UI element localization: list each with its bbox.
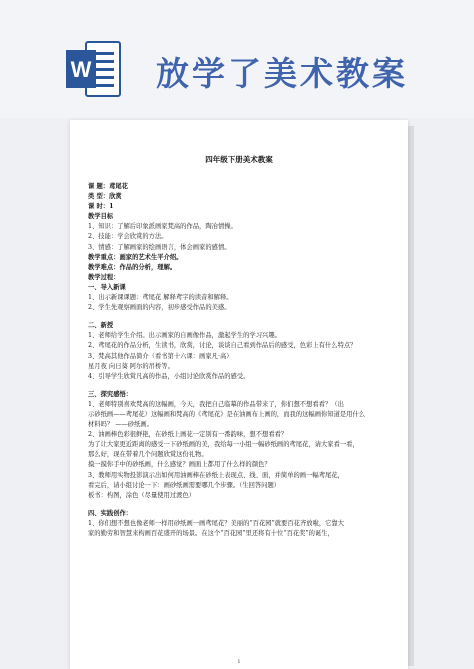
document-line: 2、油画棒色彩很鲜艳，在砂纸上画花一定别有一番韵味，想不想看看？ [88,431,288,439]
word-document-icon [66,40,122,98]
document-line: 为了让大家更近距离的感受一下砂纸画的美，我给每一小组一幅砂纸画的鸢尾花，请大家看一看， [88,441,359,449]
word-icon-letter: W [70,57,92,82]
document-line: 教学难点：作品的分析，理解。 [88,263,177,271]
document-line: 4、引导学生欣赏凡高的作品，小组讨论欣赏作品的感受。 [88,372,250,380]
document-line: 教学重点：画家的艺术生平介绍。 [88,253,183,261]
document-line: 材料吗？ ——砂纸画。 [88,421,153,429]
document-title: 四年级下册美术教案 [205,155,273,164]
document-line: 3、教师用实物投影演示出如何用油画棒在砂纸上表现点、线、面，并简单的画一幅鸢尾花， [88,471,344,479]
document-line: 1、老师特别喜欢梵高的这幅画，今天，我把自己临摹的作品带来了，你们想不想看看？（出 [88,400,344,408]
document-line: 2、技能：学会欣赏的方法。 [88,233,168,241]
document-line: 摸一摸你手中的砂纸画，什么感觉？画面上都用了什么样的颜色？ [88,461,271,469]
document-line: 三、探究感悟： [88,390,133,398]
document-line: 星月夜 向日葵 阿尔的吊桥等。 [88,362,174,370]
document-line: 1、老师给学生介绍。出示画家的自画像作品，激起学生的学习兴趣。 [88,332,281,340]
document-page [70,120,408,669]
document-line: 课 时：1 [88,203,114,211]
banner-title: 放学了美术教案 [156,54,408,93]
document-line: 3、梵高其他作品简介（看书第十六课：画家凡·高） [88,352,233,360]
document-line: 二、新授 [88,322,114,330]
document-line: 教学过程： [88,273,120,281]
document-line: 2、学生先观察画面的内容，初步感受作品的美感。 [88,304,231,312]
document-line: 类 型：欣赏 [88,193,122,201]
document-line: 一、导入新课 [88,283,126,291]
document-line: 示砂纸画——鸢尾花）这幅画和梵高的《鸢尾花》是在油画布上画的，而我的这幅画你知道是用什么 [88,410,366,418]
header-banner [0,0,474,118]
document-line: 板书：构图，涂色（尽量使用过渡色） [88,491,196,499]
document-line: 2、鸢尾花的作品分析，生读书，欣赏，讨论，谈谈自己看到作品后的感受，色彩上有什么特点？ [88,342,357,350]
document-line: 家的勤劳和智慧来构画百花盛开的场景。在这个“百花园”里还将有十位“百花奖”的诞生， [88,530,334,537]
document-line: 四、实践创作： [88,509,133,517]
page-number: 1 [237,659,241,665]
document-line: 教学目标 [88,213,114,221]
document-line: 课 题：鸢尾花 [88,183,128,190]
document-line: 1、你们想不想也像老师一样用砂纸画一画鸢尾花？美丽的“百花园”就要百花齐放啦，它靠大 [88,519,345,527]
document-line: 1、出示新课课题：鸢尾花 解释鸢字的读音和解释。 [88,294,233,302]
document-line: 那么好，现在带着几个问题欣赏这份礼物。 [88,451,208,459]
document-line: 1、知识：了解后印象派画家梵高的作品，陶冶情操。 [88,223,237,231]
document-line: 3、情感：了解画家的绘画语言，体会画家的感情。 [88,243,231,251]
document-line: 看完后，请小组讨论一下：画砂纸画需要哪几个步骤。（生回答问题） [88,481,281,489]
document-body [88,182,396,539]
